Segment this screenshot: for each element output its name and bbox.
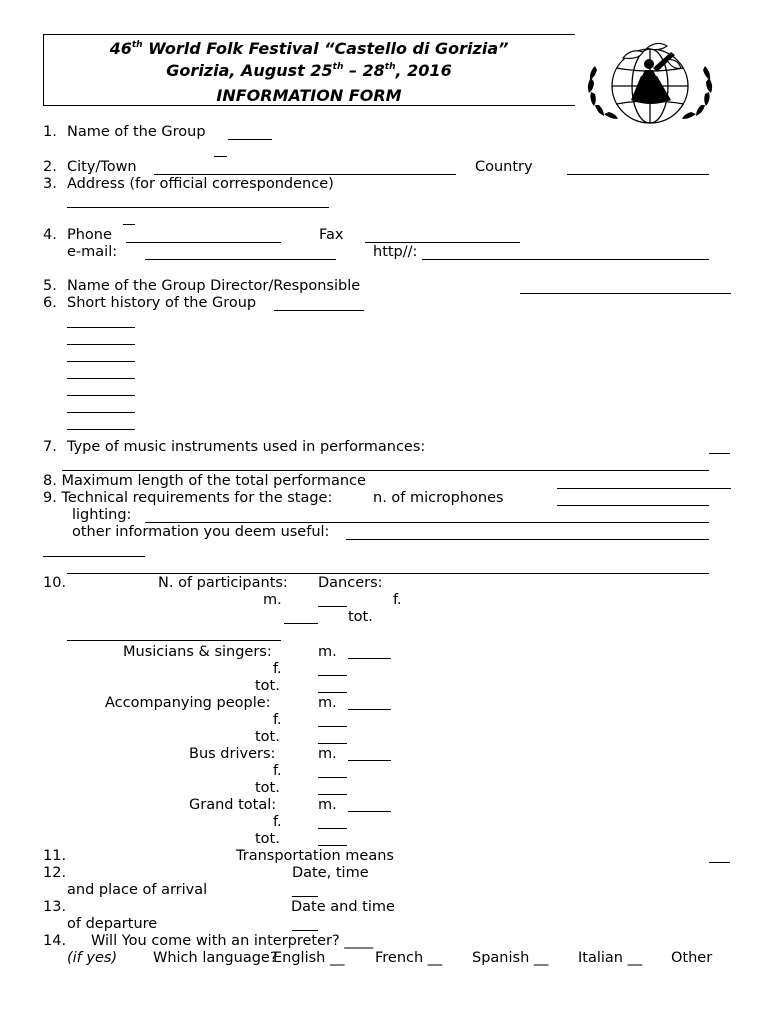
address-label: Address (for official correspondence) — [67, 176, 334, 192]
history-label: Short history of the Group — [67, 295, 257, 311]
performance-length-label: 8. Maximum length of the total performance — [43, 473, 366, 489]
question-3-number: 3. — [43, 176, 57, 192]
grand-total-label: Grand total: — [189, 797, 277, 813]
microphones-label: n. of microphones — [373, 490, 504, 506]
address-field-continuation[interactable] — [123, 224, 135, 225]
email-label: e-mail: — [67, 244, 118, 260]
dancers-male-label: m. — [263, 592, 282, 608]
history-line[interactable] — [67, 378, 135, 379]
city-label: City/Town — [67, 159, 137, 175]
dancers-label: Dancers: — [318, 575, 383, 591]
musicians-male-field[interactable] — [348, 658, 391, 659]
accompanying-female-field[interactable] — [318, 726, 347, 727]
website-label: http//: — [373, 244, 418, 260]
bus-drivers-total-label: tot. — [255, 780, 280, 796]
musicians-label: Musicians & singers: — [123, 644, 272, 660]
grand-total-total-label: tot. — [255, 831, 280, 847]
festival-dates: Gorizia, August 25th – 28th, 2016 — [166, 61, 452, 80]
phone-label: Phone — [67, 227, 112, 243]
language-question: Which language? — [153, 950, 278, 966]
accompanying-male-field[interactable] — [348, 709, 391, 710]
accompanying-female-label: f. — [273, 712, 282, 728]
language-option-french[interactable]: French __ — [375, 950, 443, 966]
question-11-number: 11. — [43, 848, 67, 864]
other-info-field-continuation[interactable] — [43, 556, 145, 557]
lighting-field[interactable] — [145, 522, 709, 523]
grand-total-female-label: f. — [273, 814, 282, 830]
bus-drivers-female-field[interactable] — [318, 777, 347, 778]
dancers-male-field[interactable] — [318, 606, 347, 607]
technical-requirements-label: 9. Technical requirements for the stage: — [43, 490, 333, 506]
instruments-label: Type of music instruments used in performances: — [67, 439, 426, 455]
festival-logo — [583, 38, 717, 128]
question-2-number: 2. — [43, 159, 57, 175]
festival-title: 46th World Folk Festival “Castello di Gorizia” — [109, 39, 509, 58]
form-title: INFORMATION FORM — [216, 86, 402, 105]
instruments-field-continuation[interactable] — [62, 470, 709, 471]
question-10-number: 10. — [43, 575, 67, 591]
transportation-label: Transportation means — [236, 848, 394, 864]
if-yes-label: (if yes) — [67, 950, 118, 966]
musicians-male-label: m. — [318, 644, 337, 660]
dancers-female-field[interactable] — [284, 623, 318, 624]
grand-total-total-field[interactable] — [318, 845, 347, 846]
grand-total-male-field[interactable] — [348, 811, 391, 812]
dancers-total-field[interactable] — [67, 640, 281, 641]
email-field[interactable] — [145, 259, 336, 260]
dancers-total-label: tot. — [348, 609, 373, 625]
language-option-other[interactable]: Other — [671, 950, 713, 966]
history-field[interactable] — [274, 310, 364, 311]
accompanying-total-label: tot. — [255, 729, 280, 745]
country-field[interactable] — [567, 174, 709, 175]
bus-drivers-female-label: f. — [273, 763, 282, 779]
city-field[interactable] — [154, 174, 456, 175]
website-field[interactable] — [422, 259, 709, 260]
language-option-italian[interactable]: Italian __ — [578, 950, 643, 966]
question-14-number: 14. — [43, 933, 67, 949]
question-5-number: 5. — [43, 278, 57, 294]
question-6-number: 6. — [43, 295, 57, 311]
arrival-field[interactable] — [292, 896, 318, 897]
arrival-label: Date, time — [292, 865, 369, 881]
bus-drivers-male-label: m. — [318, 746, 337, 762]
history-line[interactable] — [67, 429, 135, 430]
history-line[interactable] — [67, 361, 135, 362]
accompanying-label: Accompanying people: — [105, 695, 271, 711]
performance-length-field[interactable] — [557, 488, 731, 489]
other-info-label: other information you deem useful: — [72, 524, 330, 540]
director-field[interactable] — [520, 293, 731, 294]
dancers-female-label: f. — [393, 592, 402, 608]
question-4-number: 4. — [43, 227, 57, 243]
transportation-field[interactable] — [709, 862, 730, 863]
fax-field[interactable] — [365, 242, 520, 243]
language-option-spanish[interactable]: Spanish __ — [472, 950, 549, 966]
microphones-field[interactable] — [557, 505, 709, 506]
question-7-number: 7. — [43, 439, 57, 455]
group-name-field[interactable] — [228, 139, 272, 140]
history-line[interactable] — [67, 395, 135, 396]
other-info-field-continuation[interactable] — [67, 573, 709, 574]
grand-total-male-label: m. — [318, 797, 337, 813]
musicians-total-field[interactable] — [318, 692, 347, 693]
fax-label: Fax — [319, 227, 344, 243]
musicians-female-field[interactable] — [318, 675, 347, 676]
question-13-number: 13. — [43, 899, 67, 915]
director-label: Name of the Group Director/Responsible — [67, 278, 361, 294]
history-line[interactable] — [67, 344, 135, 345]
arrival-label-continuation: and place of arrival — [67, 882, 208, 898]
bus-drivers-total-field[interactable] — [318, 794, 347, 795]
departure-field[interactable] — [292, 930, 318, 931]
history-line[interactable] — [67, 412, 135, 413]
interpreter-question: Will You come with an interpreter? ____ — [91, 933, 374, 949]
participants-label: N. of participants: — [158, 575, 288, 591]
question-1-number: 1. — [43, 124, 57, 140]
bus-drivers-male-field[interactable] — [348, 760, 391, 761]
phone-field[interactable] — [126, 242, 281, 243]
grand-total-female-field[interactable] — [318, 828, 347, 829]
group-name-field-continuation[interactable] — [214, 156, 227, 157]
instruments-field[interactable] — [709, 453, 730, 454]
musicians-female-label: f. — [273, 661, 282, 677]
address-field[interactable] — [67, 207, 329, 208]
departure-label: Date and time — [291, 899, 395, 915]
accompanying-male-label: m. — [318, 695, 337, 711]
language-option-english[interactable]: English __ — [273, 950, 345, 966]
other-info-field[interactable] — [346, 539, 709, 540]
musicians-total-label: tot. — [255, 678, 280, 694]
lighting-label: lighting: — [72, 507, 132, 523]
accompanying-total-field[interactable] — [318, 743, 347, 744]
country-label: Country — [475, 159, 533, 175]
group-name-label: Name of the Group — [67, 124, 206, 140]
history-line[interactable] — [67, 327, 135, 328]
departure-label-continuation: of departure — [67, 916, 158, 932]
question-12-number: 12. — [43, 865, 67, 881]
bus-drivers-label: Bus drivers: — [189, 746, 276, 762]
